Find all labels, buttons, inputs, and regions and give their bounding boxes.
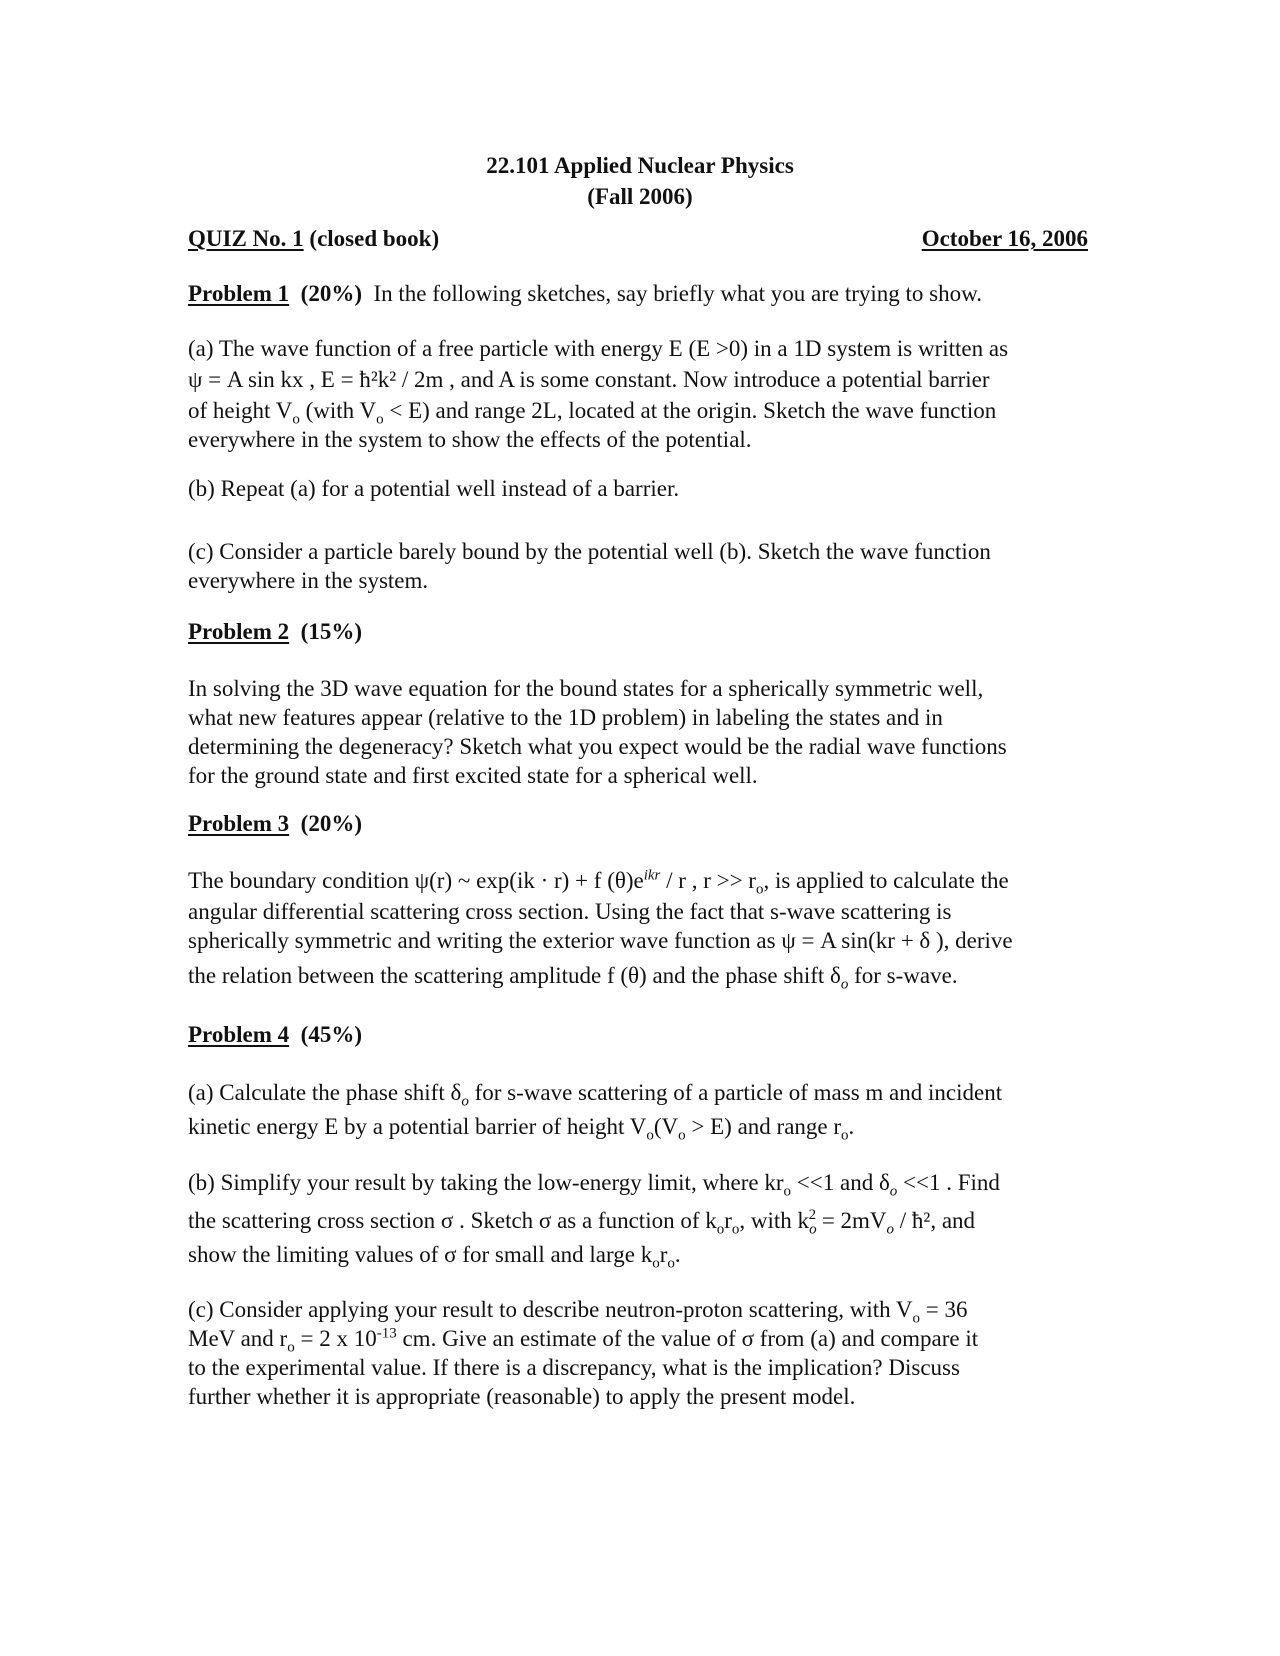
problem-3-weight: (20%) xyxy=(300,811,362,836)
problem-4c xyxy=(188,1295,1088,1411)
problem-4b-line-3: show the limiting values of σ for small and large $k_or_o$. xyxy=(188,1242,681,1272)
problem-3-line-2: angular differential scattering cross section. Using the fact that s-wave scattering is xyxy=(188,899,952,924)
problem-4b-line-1: (b) Simplify your result by taking the low-energy limit, where $kr_o <<1$ and $\delta_o <<1$ . Find xyxy=(188,1170,1000,1200)
problem-1-weight: (20%) xyxy=(300,281,362,306)
problem-1a-line-2: ψ = A sin kx , E = ħ²k² / 2m , and A is some constant. Now introduce a potential barrier xyxy=(188,367,990,392)
problem-1-heading xyxy=(188,281,1088,307)
problem-4-weight: (45%) xyxy=(300,1022,362,1047)
problem-4c-line-2: MeV and $r_o = 2$ x $10^{-13}$ cm. Give an estimate of the value of σ from (a) and compare it xyxy=(188,1325,979,1356)
problem-1c-line-1: (c) Consider a particle barely bound by the potential well (b). Sketch the wave function xyxy=(188,539,991,564)
problem-4a-line-1: (a) Calculate the phase shift $\delta_o$ for s-wave scattering of a particle of mass m and incident xyxy=(188,1080,1003,1110)
problem-2-weight: (15%) xyxy=(300,619,362,644)
course-term: (Fall 2006) xyxy=(587,184,693,209)
problem-4-heading xyxy=(188,1022,1088,1048)
problem-2-heading xyxy=(188,619,1088,645)
problem-4b xyxy=(188,1168,1088,1272)
problem-1a-line-4: everywhere in the system to show the effects of the potential. xyxy=(188,427,752,452)
problem-2-line-4: for the ground state and first excited state for a spherical well. xyxy=(188,763,758,788)
problem-1a xyxy=(188,334,1088,454)
problem-1c-line-2: everywhere in the system. xyxy=(188,568,429,593)
problem-1-intro: In the following sketches, say briefly what you are trying to show. xyxy=(373,281,982,306)
quiz-note: (closed book) xyxy=(309,226,440,251)
problem-2-line-1: In solving the 3D wave equation for the bound states for a spherically symmetric well, xyxy=(188,676,984,701)
quiz-heading-row xyxy=(188,226,1088,252)
problem-4-label: Problem 4 xyxy=(188,1022,290,1047)
problem-4a xyxy=(188,1078,1088,1144)
problem-3-heading xyxy=(188,811,1088,837)
problem-1-label: Problem 1 xyxy=(188,281,290,306)
problem-1a-line-3: of height $V_o$ (with $V_o < E$) and range 2L, located at the origin. Sketch the wave function xyxy=(188,398,997,428)
problem-1c xyxy=(188,537,1088,595)
problem-1a-line-1: (a) The wave function of a free particle with energy E (E >0) in a 1D system is written as xyxy=(188,336,1009,361)
problem-2-text xyxy=(188,674,1088,790)
problem-4a-line-2: kinetic energy E by a potential barrier of height $V_o(V_o > E)$ and range $r_o$. xyxy=(188,1114,855,1144)
course-header xyxy=(0,150,1280,212)
problem-2-line-3: determining the degeneracy? Sketch what you expect would be the radial wave functions xyxy=(188,734,1007,759)
problem-4c-line-3: to the experimental value. If there is a discrepancy, what is the implication? Discuss xyxy=(188,1355,960,1380)
problem-3-line-1: The boundary condition ψ(r) ~ exp(ik · r) + f $(\theta)e^{ikr}$ / r , $r >> r_o$, is applied to calculate the xyxy=(188,867,1009,898)
problem-2-label: Problem 2 xyxy=(188,619,290,644)
problem-1b: (b) Repeat (a) for a potential well instead of a barrier. xyxy=(188,476,680,501)
problem-4b-line-2: the scattering cross section σ . Sketch σ as a function of $k_or_o$, with $k_o^2 = 2mV_o$ / ħ², and xyxy=(188,1207,976,1238)
problem-2-line-2: what new features appear (relative to the 1D problem) in labeling the states and in xyxy=(188,705,943,730)
course-title: 22.101 Applied Nuclear Physics xyxy=(486,153,794,178)
problem-4c-line-4: further whether it is appropriate (reasonable) to apply the present model. xyxy=(188,1384,856,1409)
problem-3-line-4: the relation between the scattering amplitude f (θ) and the phase shift $\delta_o$ for s-wave. xyxy=(188,963,958,993)
problem-4c-line-1: (c) Consider applying your result to describe neutron-proton scattering, with $V_o = 36$ xyxy=(188,1297,968,1327)
quiz-date: October 16, 2006 xyxy=(921,226,1088,251)
quiz-title: QUIZ No. 1 xyxy=(188,226,304,251)
problem-3-text xyxy=(188,866,1088,993)
problem-3-label: Problem 3 xyxy=(188,811,290,836)
problem-3-line-3: spherically symmetric and writing the exterior wave function as ψ = A sin(kr + δ ), derive xyxy=(188,928,1013,953)
